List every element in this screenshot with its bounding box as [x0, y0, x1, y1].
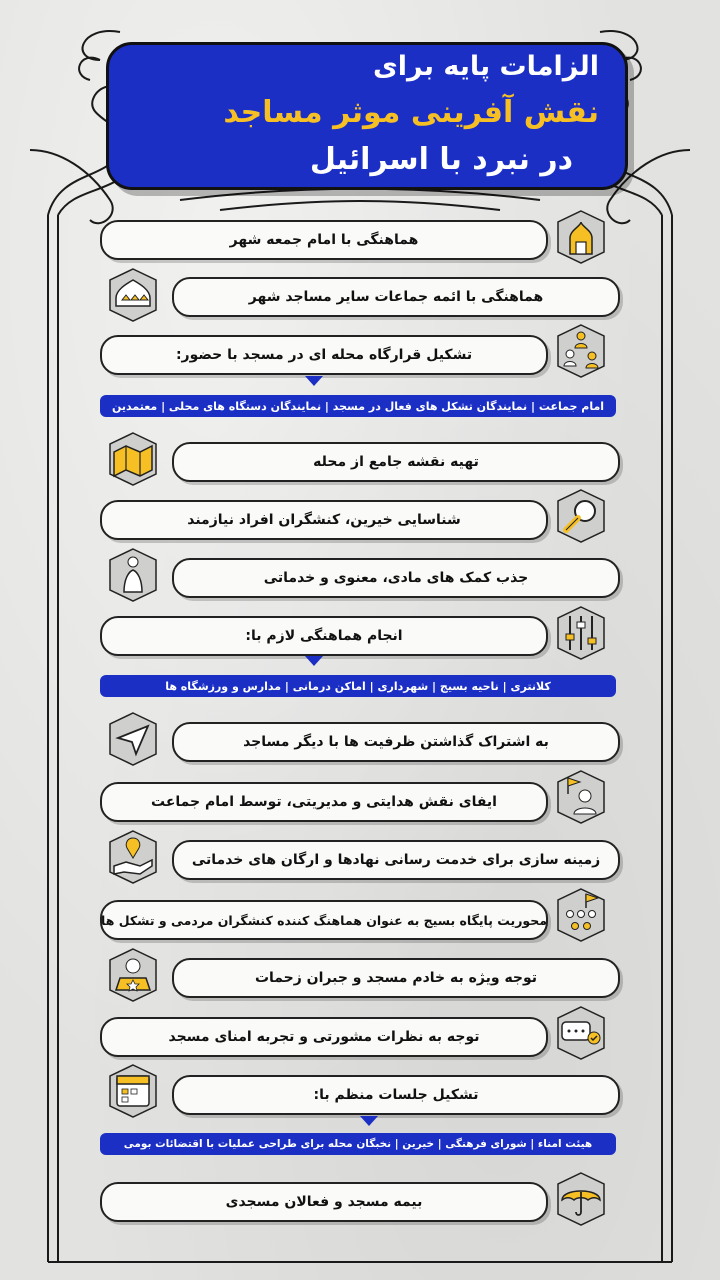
person-chess-icon: [104, 546, 162, 604]
chat-check-icon: [552, 1004, 610, 1062]
band-arrow: [305, 656, 323, 666]
map-icon: [104, 430, 162, 488]
band-hq-members: امام جماعت | نمایندگان تشکل های فعال در مسجد | نمایندگان دستگاه های محلی | معتمدین: [100, 395, 616, 417]
item-share-capacities: به اشتراک گذاشتن ظرفیت ها با دیگر مساجد: [172, 722, 620, 762]
people-hierarchy-icon: [552, 322, 610, 380]
item-attract-aid: جذب کمک های مادی، معنوی و خدماتی: [172, 558, 620, 598]
item-coordinate-with: انجام هماهنگی لازم با:: [100, 616, 548, 656]
magnifier-icon: [552, 487, 610, 545]
item-neighborhood-hq: تشکیل قرارگاه محله ای در مسجد با حضور:: [100, 335, 548, 375]
person-star-icon: [104, 946, 162, 1004]
title-line-2: نقش آفرینی موثر مساجد: [223, 95, 599, 130]
group-flag-icon: [552, 886, 610, 944]
calendar-icon: [104, 1062, 162, 1120]
title-line-3: در نبرد با اسرائیل: [309, 142, 573, 177]
item-trustees-advice: توجه به نظرات مشورتی و تجربه امنای مسجد: [100, 1017, 548, 1057]
item-imam-leadership: ایفای نقش هدایتی و مدیریتی، توسط امام جماعت: [100, 782, 548, 822]
umbrella-icon: [552, 1170, 610, 1228]
item-coordination-other-imams: هماهنگی با ائمه جماعات سایر مساجد شهر: [172, 277, 620, 317]
item-mosque-servant: توجه ویژه به خادم مسجد و جبران زحمات: [172, 958, 620, 998]
sliders-icon: [552, 604, 610, 662]
title-box: [106, 42, 628, 190]
mosque-dome-icon: [552, 208, 610, 266]
item-regular-meetings: تشکیل جلسات منظم با:: [172, 1075, 620, 1115]
band-arrow: [305, 376, 323, 386]
band-arrow: [360, 1116, 378, 1126]
item-identify-donors: شناسایی خیرین، کنشگران افراد نیازمند: [100, 500, 548, 540]
item-coordination-friday-imam: هماهنگی با امام جمعه شهر: [100, 220, 548, 260]
title-line-1: الزامات پایه برای: [373, 51, 599, 82]
mosque-domes-icon: [104, 266, 162, 324]
band-meeting-participants: هیئت امناء | شورای فرهنگی | خیرین | نخبگان محله برای طراحی عملیات با اقتضائات بومی: [100, 1133, 616, 1155]
item-basij-base-hub: محوریت پایگاه بسیج به عنوان هماهنگ کننده کنشگران مردمی و تشکل ها: [100, 900, 548, 940]
hand-location-icon: [104, 828, 162, 886]
item-neighborhood-map: تهیه نقشه جامع از محله: [172, 442, 620, 482]
leader-flag-icon: [552, 768, 610, 826]
send-arrow-icon: [104, 710, 162, 768]
item-service-organizations: زمینه سازی برای خدمت رسانی نهادها و ارگان های خدماتی: [172, 840, 620, 880]
band-coordination-bodies: کلانتری | ناحیه بسیج | شهرداری | اماکن درمانی | مدارس و ورزشگاه ها: [100, 675, 616, 697]
item-mosque-insurance: بیمه مسجد و فعالان مسجدی: [100, 1182, 548, 1222]
